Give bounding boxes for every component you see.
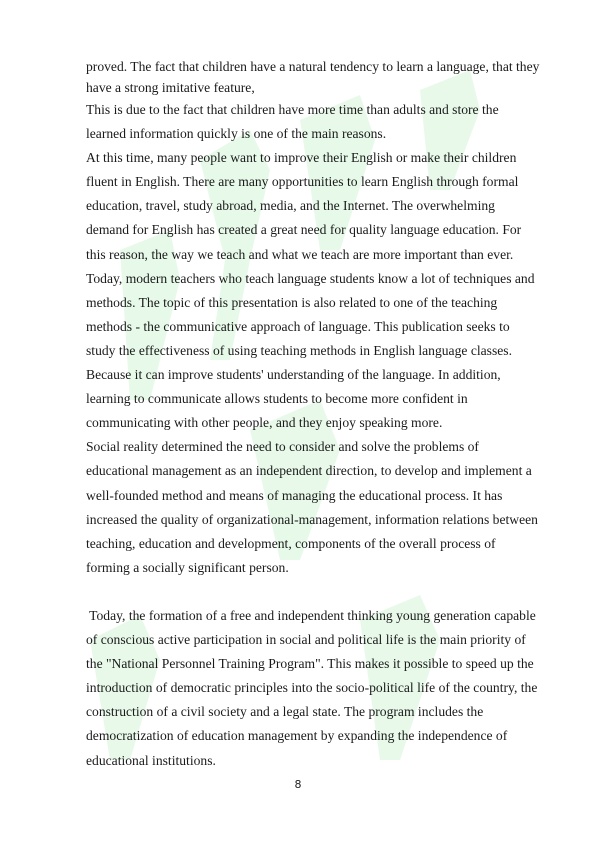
page-number: 8 xyxy=(294,778,302,791)
text-line: This is due to the fact that children have more time than adults and store the xyxy=(86,102,499,117)
text-line: Social reality determined the need to consider and solve the problems of xyxy=(86,439,479,455)
text-line: of conscious active participation in social and political life is the main priority of xyxy=(86,632,526,648)
text-line: increased the quality of organizational-management, information relations between xyxy=(86,511,538,527)
text-line: construction of a civil society and a legal state. The program includes the xyxy=(86,704,484,720)
text-line: Today, modern teachers who teach language students know a lot of techniques and xyxy=(86,270,535,286)
text-line: Today, the formation of a free and independent thinking young generation capable xyxy=(86,607,536,623)
text-line: educational institutions. xyxy=(86,752,216,768)
text-line: well-founded method and means of managing the educational process. It has xyxy=(86,487,503,503)
text-line: the "National Personnel Training Program". This makes it possible to speed up the xyxy=(86,656,534,672)
text-line: this reason, the way we teach and what we teach are more important than ever. xyxy=(86,246,514,262)
text-line: introduction of democratic principles into the socio-political life of the country, the xyxy=(86,680,538,696)
text-line: proved. The fact that children have a natural tendency to learn a language, that they xyxy=(86,59,540,74)
text-line: learned information quickly is one of the main reasons. xyxy=(86,126,387,142)
text-line: have a strong imitative feature, xyxy=(86,80,255,95)
text-line: education, travel, study abroad, media, and the Internet. The overwhelming xyxy=(86,198,495,214)
text-line: fluent in English. There are many opportunities to learn English through formal xyxy=(86,174,519,190)
text-line: educational management as an independent direction, to develop and implement a xyxy=(86,463,532,479)
body-text xyxy=(86,56,556,773)
text-line: Because it can improve students' understanding of the language. In addition, xyxy=(86,367,501,383)
text-line: methods. The topic of this presentation is also related to one of the teaching xyxy=(86,294,498,310)
paragraph-gap xyxy=(86,580,556,604)
text-line: demand for English has created a great need for quality language education. For xyxy=(86,222,522,238)
text-line: communicating with other people, and they enjoy speaking more. xyxy=(86,415,443,431)
text-line: democratization of education management by expanding the independence of xyxy=(86,728,508,744)
text-line: teaching, education and development, components of the overall process of xyxy=(86,535,496,551)
text-line: At this time, many people want to improve their English or make their children xyxy=(86,150,517,166)
text-line: study the effectiveness of using teaching methods in English language classes. xyxy=(86,342,512,358)
text-line: learning to communicate allows students to become more confident in xyxy=(86,391,468,407)
text-line: methods - the communicative approach of language. This publication seeks to xyxy=(86,318,510,334)
text-line: forming a socially significant person. xyxy=(86,559,289,575)
